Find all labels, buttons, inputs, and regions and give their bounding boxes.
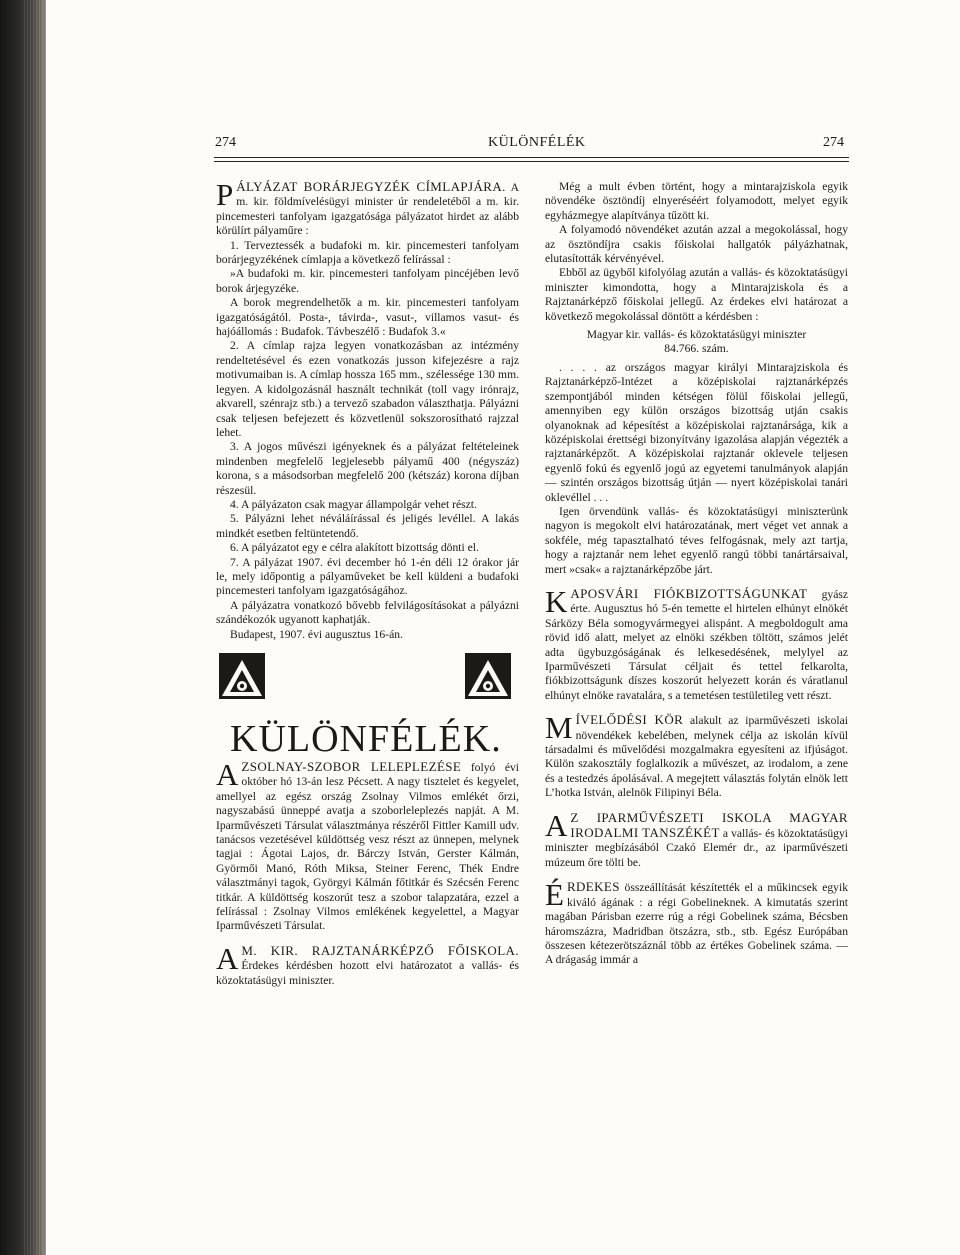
running-header: KÜLÖNFÉLÉK	[488, 135, 586, 150]
page-number-left: 274	[215, 135, 236, 150]
erdekes-title: RDEKES	[566, 879, 620, 895]
kaposvar-title: APOSVÁRI FIÓKBIZOTTSÁGUNKAT	[570, 585, 808, 601]
header-rule-secondary	[214, 161, 849, 162]
ornament-logo-icon	[464, 652, 512, 700]
drop-cap: A	[216, 940, 239, 976]
muvelodesi-title: ÍVELŐDÉSI KÖR	[575, 712, 684, 728]
competition-intro: A m. kir. földmívelésügyi minister úr rendeletéből a m. kir. pincemesteri tanfolyam igazgatósága pályázatot hirdet az alább körülírt pályaműre :	[216, 181, 519, 238]
rajz-text: Érdekes kérdésben hozott elvi határozatot a vallás- és közoktatásügyi miniszter.	[216, 959, 519, 987]
drop-cap: A	[545, 807, 568, 843]
paragraph: Igen örvendünk vallás- és közoktatásügyi miniszterünk nagyon is megokolt elvi határozatának, mert véget vet annak a sokféle, még tapasztalható téves felfogásnak, mely azt tartja, hogy a rajztanár nem lehet egyenlő rangú többi tanártársaival, mert »csak« a rajztanárképzőbe járt.	[545, 504, 848, 576]
erdekes-text: összeállítását készítették el a műkincsek egyik kiváló ágának : a régi Gobelineknek. A kimutatás szerint magában Párisban ezerre rúg a régi Gobelinek száma, Bécsben háromszázra, Madridban ötszázra, stb., stb. Egész Európában összesen kétezerötszáznál több az értékes Gobelinek száma. — A drágaság immár a	[545, 881, 848, 967]
zsolnay-article	[216, 757, 519, 934]
paragraph: 1. Terveztessék a budafoki m. kir. pincemesteri tanfolyam borárjegyzékének címlapja a következő felírással :	[216, 238, 519, 267]
drop-cap: É	[545, 877, 564, 913]
kaposvar-article	[545, 583, 848, 703]
muvelodesi-text: alakult az iparművészeti iskolai növendékek kebelében, melynek célja az iskolán kívül társadalmi és művelődési mozgalmakra egyesíteni az ifjúságot. Külön szakosztály foglalkozik a művészet, az irodalom, a zene és a testedzés ápolásával. A megejtett választás folytán elnök lett L’hotka István, alelnök Filipinyi Béla.	[545, 714, 848, 800]
competition-title: ÁLYÁZAT BORÁRJEGYZÉK CÍMLAPJÁRA.	[236, 179, 506, 194]
date-line: Budapest, 1907. évi augusztus 16-án.	[230, 627, 403, 641]
drop-cap: M	[545, 710, 573, 746]
muvelodesi-article	[545, 710, 848, 800]
paragraph: 3. A jogos művészi igényeknek és a pályázat feltételeinek mindenben megfelelő legjelesebb pályamű 400 (négyszáz) korona, s a másodsorban megfelelő 200 (kétszáz) korona díjban részesül.	[216, 440, 519, 497]
iparmuv-text: a vallás- és közoktatásügyi miniszter megbízásából Czakó Elemér dr., az iparművészeti múzeum őre tölti be.	[545, 827, 848, 869]
paragraph: 4. A pályázaton csak magyar állampolgár vehet részt.	[230, 497, 477, 511]
erdekes-article	[545, 877, 848, 967]
paragraph: A folyamodó növendéket azután azzal a megokolással, hogy az ösztöndíjra csakis főiskolai hallgatók pályázhatnak, elutasították kérvényével.	[545, 223, 848, 266]
paragraph: Még a mult évben történt, hogy a mintarajziskola egyik növendéke ösztöndíj elnyeréséért folyamodott, melyet egyik egyházmegye alapítványa tűzött ki.	[545, 180, 848, 222]
ornament-logo-icon	[218, 652, 266, 700]
rajz-article	[216, 940, 519, 988]
paragraph: Ebből az ügyből kifolyólag azután a vallás- és közoktatásügyi miniszter kimondotta, hogy a Mintarajziskola és a Rajztanárképző főiskolai jellegű. Az érdekes elvi határozat a következő megokolással döntött a kérdésben :	[545, 266, 848, 323]
zsolnay-title: ZSOLNAY-SZOBOR LELEPLEZÉSE	[241, 759, 462, 774]
header-rule	[214, 157, 849, 158]
book-spine	[0, 0, 46, 1255]
drop-cap: K	[545, 583, 568, 619]
paragraph: A borok megrendelhetők a m. kir. pincemesteri tanfolyam igazgatóságától. Posta-, távirda-, vasut-, villamos vasut- és hajóállomás : Budafok. Távbeszélő : Budafok 3.«	[216, 296, 519, 339]
iparmuv-article	[545, 807, 848, 871]
paragraph: 6. A pályázatot egy e célra alakított bizottság dönti el.	[230, 541, 479, 555]
iparmuv-title: Z IPARMŰVÉSZETI ISKOLA MAGYAR IRODALMI TANSZÉKÉT	[570, 809, 848, 841]
competition-heading	[216, 177, 519, 239]
paragraph: 2. A címlap rajza legyen vonatkozásban az intézmény rendeltetésével és ezen vonatkozás jusson kifejezésre a rajz motivumaiban is. A címlap hossza 165 mm., szélessége 130 mm. legyen. A kidolgozásnál használt technikát (toll vagy irónrajz, akvarell, szénrajz stb.) a tervező szabadon választhatja. Pályázni csak teljesen befejezett és közvetlenül sokszorosítható rajzzal lehet.	[216, 339, 519, 439]
ornament-row	[216, 652, 519, 712]
paragraph: 7. A pályázat 1907. évi december hó 1-én déli 12 órakor jár le, mely időpontig a pályaműveket be kell küldeni a budafoki pincemesteri tanfolyam igazgatóságához.	[216, 555, 519, 598]
paragraph: A pályázatra vonatkozó bővebb felvilágosításokat a pályázni szándékozók ugyanott kaphatják.	[216, 598, 519, 627]
signature-line: Magyar kir. vallás- és közoktatásügyi miniszter	[586, 328, 807, 342]
drop-cap: A	[216, 757, 239, 792]
decree-number: 84.766. szám.	[664, 342, 729, 356]
section-title: KÜLÖNFÉLÉK.	[230, 718, 502, 760]
left-column	[216, 177, 519, 988]
drop-cap: P	[216, 177, 234, 212]
rajz-title: M. KIR. RAJZTANÁRKÉPZŐ FŐISKOLA.	[241, 942, 519, 958]
kaposvar-text: gyász érte. Augusztus hó 5-én temette el hirtelen elhúnyt elnökét Sárközy Béla somogyvármegyei alispánt. A megboldogult ama rövid idő alatt, melyet az elnöki székben töltött, számos jelét adta ügybuzgóságának és lelkesedésének, melylyel az Iparművészeti Társulat céljait és tettel felkarolta, fiókbizottságunk díszes koszorút helyezett korán és váratlanul elhúnyt elnöke ravatalára, s a temetésen testületileg vett részt.	[545, 587, 848, 702]
page-number-right: 274	[823, 135, 844, 150]
quoted-decree: . . . . az országos magyar királyi Mintarajziskola és Rajztanárképző-Intézet a középiskolai rajztanárképzés szempontjából minden kétségen fölül főiskolai jellegű, amennyiben egy külön országos bizottság utján csakis olyanoknak ad képesítést a középiskolai rajztanársága, kik a középiskolai érettségi bizonyítvány igazolása alapján végezték a rajztanárképzőt. A középiskolai rajztanár oklevele teljesen egyenlő fokú és egyenlő jogú az egyetemi tanulmányok alapján — szintén országos bizottság útján — nyert középiskolai tanári oklevéllel . . .	[545, 360, 848, 504]
zsolnay-text: folyó évi október hó 13-án lesz Pécsett. A nagy tisztelet és kegyelet, amellyel az egész ország Zsolnay Vilmos emlékét őrzi, nagyszabású ünneppé avatja a szoborleleplezés napját. A M. Iparművészeti Társulat választmánya részéről Fittler Kamill udv. tanácsos vezetésével küldöttség vesz részt az ünnepen, melynek tagjai : Ágotai Lajos, dr. Bárczy István, Gerster Kálmán, Györmői Manó, Róth Miksa, Steiner Ferenc, Thék Endre választmányi tagok, Györgyi Kálmán főtitkár és Szécsén Ferenc titkár. A küldöttség koszorút tesz a szobor talapzatára, ezzel a felírással : Zsolnay Vilmos emlékének kegyelettel, a Magyar Iparművészeti Társulat.	[216, 761, 519, 933]
paragraph: »A budafoki m. kir. pincemesteri tanfolyam pincéjében levő borok árjegyzéke.	[216, 267, 519, 295]
right-column	[545, 180, 848, 968]
paragraph: 5. Pályázni lehet néváláírással és jeligés levéllel. A lakás mindkét esetben feltüntetendő.	[216, 512, 519, 540]
